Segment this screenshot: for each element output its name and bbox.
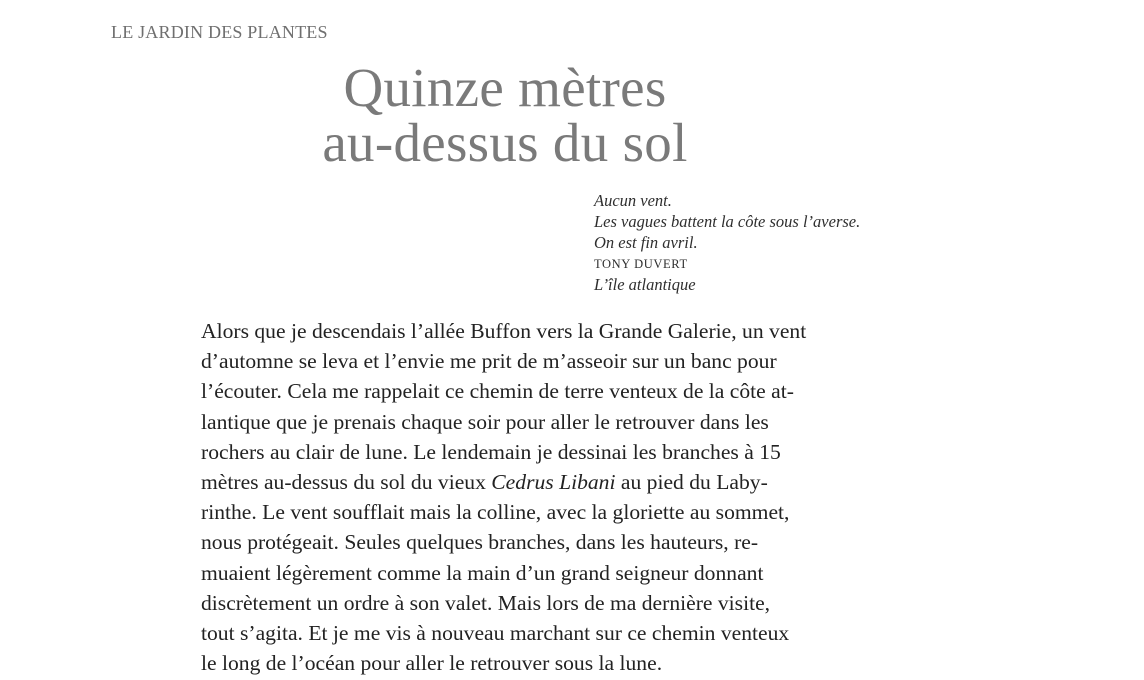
body-line: rochers au clair de lune. Le lendemain je dessinai les branches à 15 xyxy=(201,439,781,464)
body-line-segment: mètres au-dessus du sol du vieux xyxy=(201,470,492,495)
body-line: le long de l’océan pour aller le retrouver sous la lune. xyxy=(201,651,663,676)
running-head: LE JARDIN DES PLANTES xyxy=(111,22,328,42)
body-line: nous protégeait. Seules quelques branches, dans les hauteurs, re- xyxy=(201,530,759,555)
epigraph-line-3: On est fin avril. xyxy=(594,233,698,252)
title-line-1: Quinze mètres xyxy=(343,57,667,118)
species-name: Cedrus Libani xyxy=(491,470,616,495)
body-line: l’écouter. Cela me rappelait ce chemin de terre venteux de la côte at- xyxy=(201,379,794,404)
body-text xyxy=(201,316,921,678)
body-line: tout s’agita. Et je me vis à nouveau marchant sur ce chemin venteux xyxy=(201,621,790,646)
article-title xyxy=(250,57,760,173)
body-line: Alors que je descendais l’allée Buffon vers la Grande Galerie, un vent xyxy=(201,319,807,343)
epigraph-line-2: Les vagues battent la côte sous l’averse. xyxy=(594,212,861,231)
epigraph-author: TONY DUVERT xyxy=(594,257,688,271)
body-line-with-species xyxy=(201,467,921,497)
body-line: d’automne se leva et l’envie me prit de m’asseoir sur un banc pour xyxy=(201,349,777,374)
title-line-2: au-dessus du sol xyxy=(322,112,688,173)
body-line-segment: au pied du Laby- xyxy=(615,470,768,495)
body-line: discrètement un ordre à son valet. Mais lors de ma dernière visite, xyxy=(201,590,771,615)
body-line: muaient légèrement comme la main d’un grand seigneur donnant xyxy=(201,560,764,585)
epigraph xyxy=(594,190,934,295)
epigraph-line-1: Aucun vent. xyxy=(594,191,672,210)
body-line: lantique que je prenais chaque soir pour aller le retrouver dans les xyxy=(201,409,769,434)
body-line: rinthe. Le vent soufflait mais la colline, avec la gloriette au sommet, xyxy=(201,500,790,525)
epigraph-work-title: L’île atlantique xyxy=(594,275,696,294)
